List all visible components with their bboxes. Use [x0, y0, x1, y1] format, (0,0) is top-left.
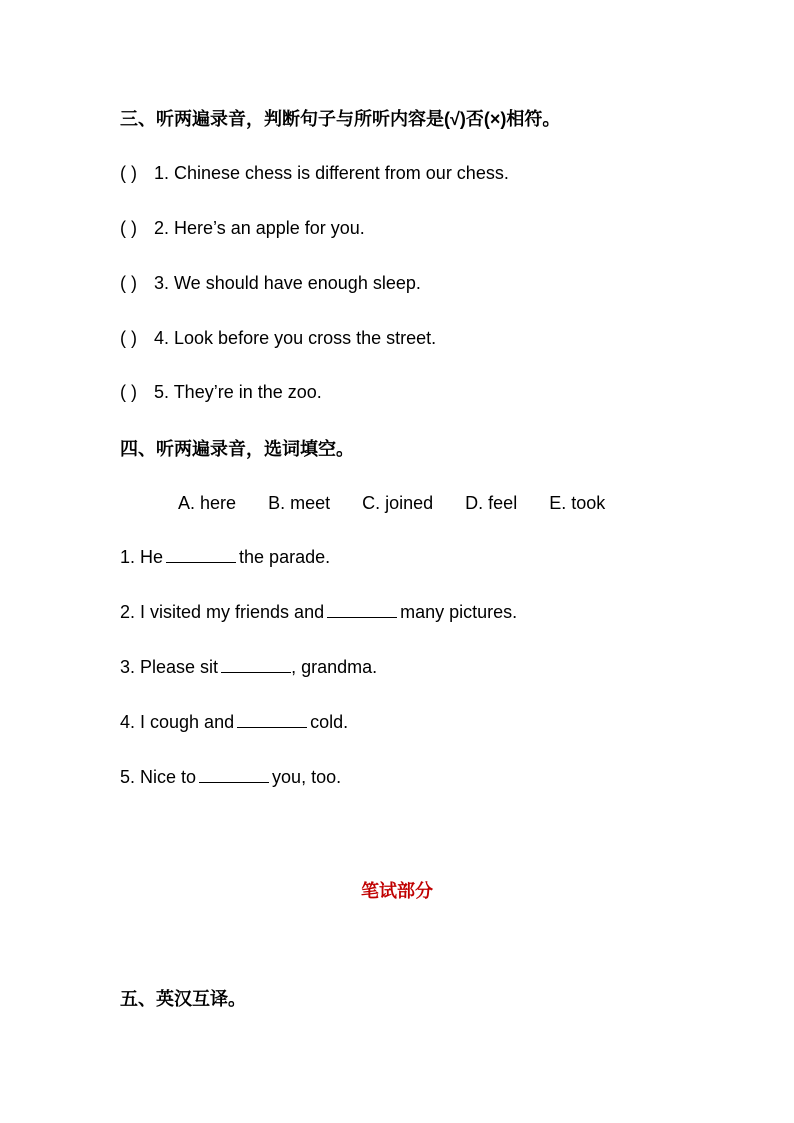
fill-blank[interactable] — [221, 656, 291, 673]
part4-item-1 — [120, 546, 330, 568]
part4-item-4 — [120, 711, 348, 733]
item-text: 3. We should have enough sleep. — [154, 273, 421, 293]
option-a: A. here — [178, 493, 237, 513]
part5-heading: 五、英汉互译。 — [120, 989, 246, 1009]
sentence-end: cold. — [310, 712, 349, 732]
part3-item-3 — [120, 272, 421, 294]
answer-parentheses: ( ) — [120, 163, 137, 183]
written-section-title: 笔试部分 — [361, 881, 433, 901]
sentence-start: 3. Please sit — [120, 657, 219, 677]
option-d: D. feel — [465, 493, 518, 513]
part4-heading: 四、听两遍录音，选词填空。 — [120, 439, 354, 459]
sentence-start: 1. He — [120, 547, 164, 567]
fill-blank[interactable] — [327, 601, 397, 618]
part3-heading: 三、听两遍录音，判断句子与所听内容是(√)否(×)相符。 — [120, 109, 561, 129]
answer-parentheses: ( ) — [120, 328, 137, 348]
option-b: B. meet — [268, 493, 331, 513]
sentence-end: you, too. — [272, 767, 342, 787]
fill-blank[interactable] — [237, 711, 307, 728]
part3-item-4 — [120, 327, 436, 349]
option-c: C. joined — [362, 493, 434, 513]
fill-blank[interactable] — [199, 766, 269, 783]
part3-item-5 — [120, 381, 322, 403]
answer-parentheses: ( ) — [120, 218, 137, 238]
sentence-start: 5. Nice to — [120, 767, 197, 787]
fill-blank[interactable] — [166, 546, 236, 563]
part3-item-1 — [120, 162, 509, 184]
item-text: 5. They’re in the zoo. — [154, 382, 322, 402]
item-text: 1. Chinese chess is different from our chess. — [154, 163, 509, 183]
item-text: 2. Here’s an apple for you. — [154, 218, 365, 238]
item-text: 4. Look before you cross the street. — [154, 328, 437, 348]
sentence-end: the parade. — [239, 547, 331, 567]
sentence-start: 4. I cough and — [120, 712, 235, 732]
part3-item-2 — [120, 217, 365, 239]
answer-parentheses: ( ) — [120, 382, 137, 402]
sentence-end: , grandma. — [291, 657, 378, 677]
part4-item-2 — [120, 601, 517, 623]
sentence-start: 2. I visited my friends and — [120, 602, 325, 622]
word-options — [178, 492, 632, 514]
sentence-end: many pictures. — [400, 602, 518, 622]
answer-parentheses: ( ) — [120, 273, 137, 293]
part4-item-3 — [120, 656, 377, 678]
option-e: E. took — [549, 493, 606, 513]
part4-item-5 — [120, 766, 341, 788]
